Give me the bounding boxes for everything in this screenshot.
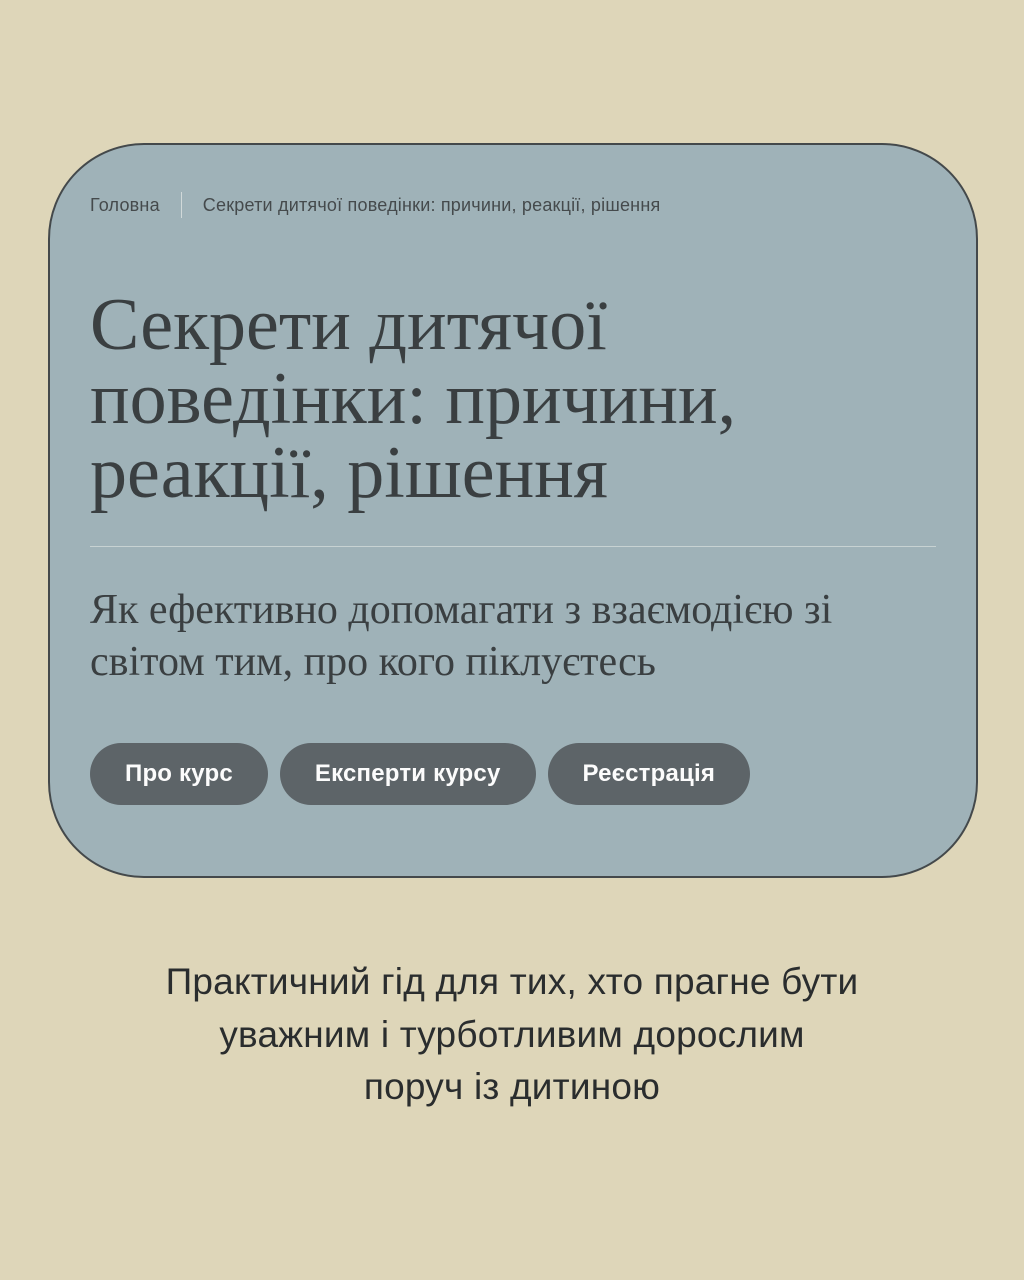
page-title-line: реакції, рішення — [90, 432, 608, 514]
course-subtitle-line: Як ефективно допомагати з взаємодією зі — [90, 587, 833, 633]
hero-buttons-row — [90, 743, 936, 805]
breadcrumb — [90, 192, 936, 218]
breadcrumb-link-home[interactable]: Головна — [90, 194, 160, 215]
course-tagline-line: поруч із дитиною — [363, 1066, 661, 1108]
about-course-button[interactable]: Про курс — [90, 743, 268, 805]
course-subtitle-line: світом тим, про кого піклуєтесь — [90, 638, 656, 685]
page-title-line: Секрети дитячої — [90, 284, 607, 366]
page-title — [90, 284, 890, 514]
title-divider — [90, 546, 936, 547]
course-experts-button[interactable]: Експерти курсу — [280, 743, 536, 805]
hero-card — [48, 143, 978, 878]
breadcrumb-divider — [181, 192, 182, 218]
course-tagline-line: уважним і турботливим дорослим — [219, 1013, 805, 1055]
page-title-line: поведінки: причини, — [90, 358, 737, 440]
breadcrumb-current-page: Секрети дитячої поведінки: причини, реакції, рішення — [202, 194, 661, 215]
course-subtitle — [90, 585, 920, 688]
course-tagline-line: Практичний гід для тих, хто прагне бути — [165, 961, 859, 1002]
registration-button[interactable]: Реєстрація — [548, 743, 751, 805]
course-tagline — [0, 956, 1024, 1114]
